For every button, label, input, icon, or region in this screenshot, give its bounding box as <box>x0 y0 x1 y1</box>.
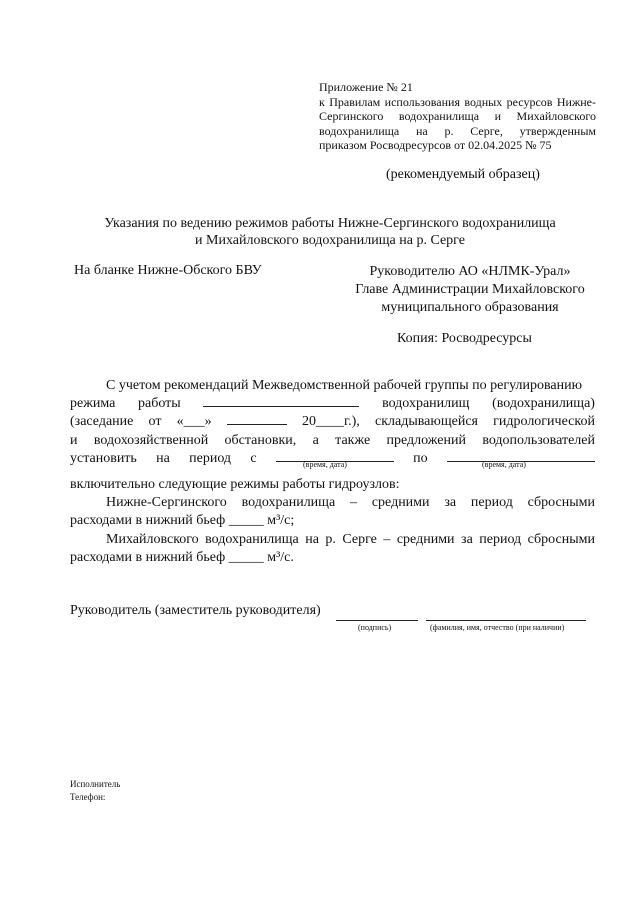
document-title <box>60 215 600 249</box>
body-word: складывающейся <box>374 414 478 430</box>
appendix-block <box>319 80 596 153</box>
appendix-line: к Правилам использования водных ресурсов Нижне- <box>319 94 596 109</box>
body-word: на <box>156 450 170 466</box>
addressee-line: Руководителю АО «НЛМК-Урал» <box>369 264 571 279</box>
title-line: и Михайловского водохранилища на р. Серге <box>195 233 465 248</box>
body-word: (заседание <box>70 414 134 430</box>
body-word: (водохранилища) <box>492 396 595 412</box>
sample-note: (рекомендуемый образец) <box>386 167 540 182</box>
appendix-line: приказом Росводресурсов от 02.04.2025 № 75 <box>319 138 552 153</box>
body-word: режима <box>70 396 116 412</box>
body-paragraph-1: С учетом рекомендаций Межведомственной рабочей группы по регулированию <box>106 378 583 393</box>
body-paragraph-3-end: расходами в нижний бьеф _____ м³/с. <box>70 549 294 565</box>
addressee-block <box>340 263 600 317</box>
caption-full-name: (фамилия, имя, отчество (при наличии) <box>430 623 565 632</box>
body-word: период <box>189 450 232 466</box>
caption-time-date: (время, дата) <box>303 460 347 469</box>
body-word: водохранилищ <box>382 396 470 412</box>
body-word: работы <box>138 396 181 412</box>
body-line-4: и водохозяйственной обстановки, а также предложений водопользователей <box>70 432 595 448</box>
body-word: установить <box>70 450 137 466</box>
copy-to: Копия: Росводресурсы <box>397 331 532 346</box>
footer-block <box>70 778 120 804</box>
body-paragraph-3: Михайловского водохранилища на р. Серге – средними за период сбросными <box>106 531 595 547</box>
addressee-line: Главе Администрации Михайловского <box>355 282 585 297</box>
signature-label: Руководитель (заместитель руководителя) <box>70 603 321 618</box>
letterhead-note: На бланке Нижне-Обского БВУ <box>74 263 262 278</box>
appendix-number: Приложение № 21 <box>319 80 413 94</box>
appendix-line: водохранилища на р. Серге, утвержденным <box>319 123 596 138</box>
caption-time-date: (время, дата) <box>482 460 526 469</box>
body-line-2 <box>70 395 595 413</box>
phone-label: Телефон: <box>70 792 106 802</box>
executor-label: Исполнитель <box>70 779 121 789</box>
caption-signature: (подпись) <box>358 623 392 632</box>
body-line-6: включительно следующие режимы работы гидроузлов: <box>70 477 400 493</box>
body-word: с <box>250 450 257 466</box>
addressee-line: муниципального образования <box>381 300 559 315</box>
body-paragraph-2: Нижне-Сергинского водохранилища – средними за период сбросными <box>106 495 595 511</box>
title-line: Указания по ведению режимов работы Нижне-Сергинского водохранилища <box>104 216 556 231</box>
name-blank <box>426 620 586 621</box>
body-word: гидрологической <box>493 414 595 430</box>
body-line-3 <box>70 413 595 431</box>
body-word: по <box>413 450 428 466</box>
signature-blank <box>336 620 418 621</box>
appendix-line: Сергинского водохранилища и Михайловского <box>319 109 596 124</box>
meeting-day: «___» <box>176 414 212 430</box>
body-text <box>70 377 595 567</box>
reservoir-name-blank <box>203 405 359 407</box>
body-paragraph-2-end: расходами в нижний бьеф _____ м³/с; <box>70 513 295 529</box>
meeting-month-blank <box>227 423 287 425</box>
meeting-year: 20____г.), <box>301 414 360 430</box>
body-word: от <box>148 414 162 430</box>
